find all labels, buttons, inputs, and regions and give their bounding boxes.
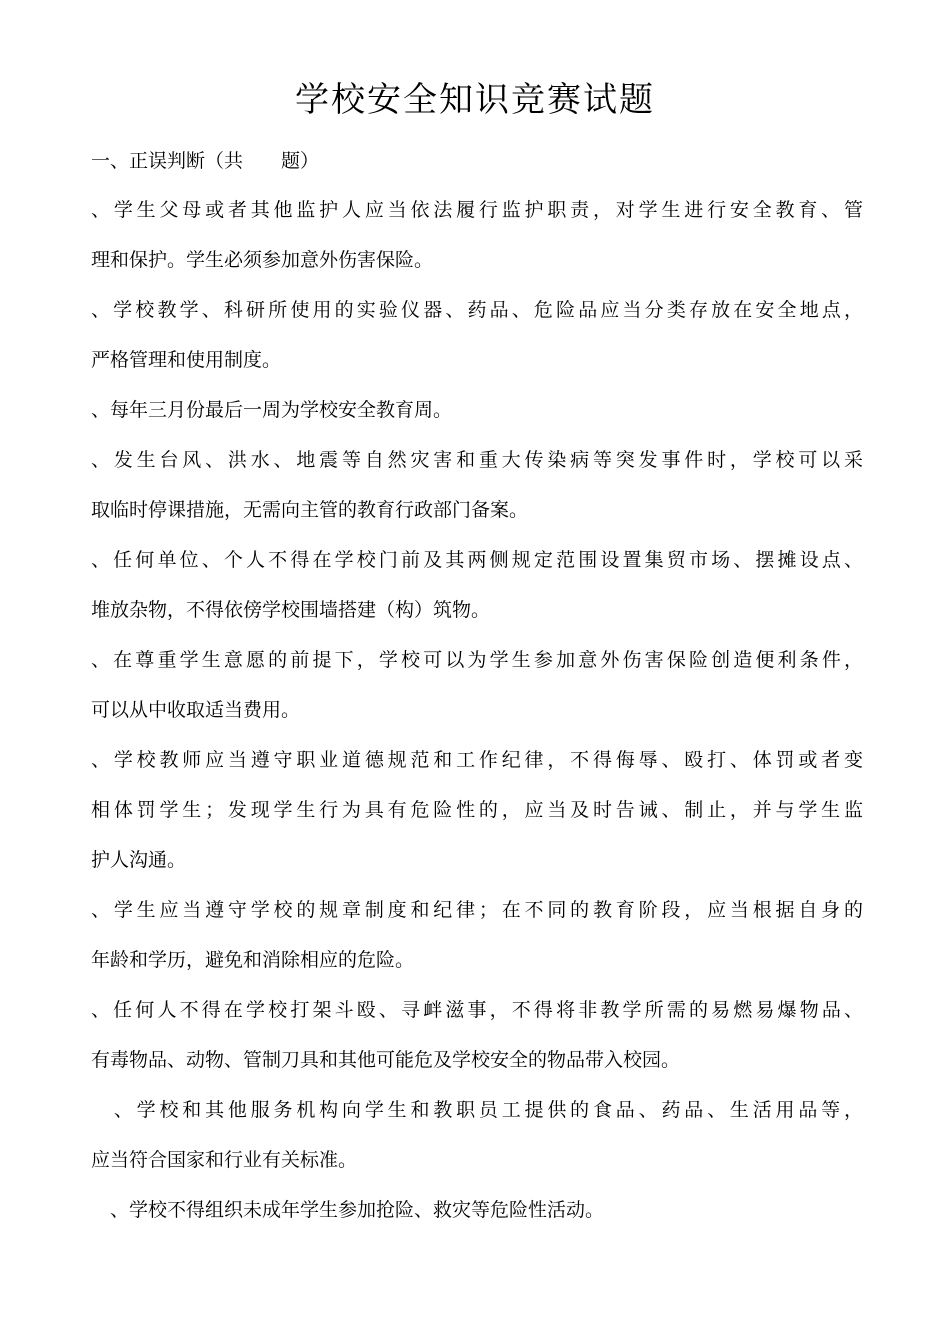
section-heading: 一、正误判断（共 题）	[91, 150, 320, 172]
question-line: 可以从中收取适当费用。	[91, 699, 301, 721]
question-line: 取临时停课措施，无需向主管的教育行政部门备案。	[91, 499, 529, 521]
question-line: 、学生应当遵守学校的规章制度和纪律；在不同的教育阶段，应当根据自身的	[91, 899, 863, 921]
question-item	[91, 1095, 863, 1195]
question-line: 、学校教师应当遵守职业道德规范和工作纪律，不得侮辱、殴打、体罚或者变	[91, 749, 863, 771]
question-item	[91, 895, 863, 995]
question-line: 、每年三月份最后一周为学校安全教育周。	[91, 399, 453, 421]
question-item	[91, 545, 863, 645]
question-item	[91, 745, 863, 895]
question-line: 、发生台风、洪水、地震等自然灾害和重大传染病等突发事件时，学校可以采	[91, 449, 863, 471]
question-item	[91, 1195, 863, 1245]
question-item	[91, 995, 863, 1095]
question-line: 堆放杂物，不得依傍学校围墙搭建（构）筑物。	[91, 599, 491, 621]
question-line: 理和保护。学生必须参加意外伤害保险。	[91, 249, 434, 271]
question-list	[91, 195, 863, 1245]
document-title: 学校安全知识竞赛试题	[295, 80, 655, 120]
question-line: 相体罚学生；发现学生行为具有危险性的，应当及时告诫、制止，并与学生监	[91, 799, 863, 821]
question-item	[91, 645, 863, 745]
question-line: 、学生父母或者其他监护人应当依法履行监护职责，对学生进行安全教育、管	[91, 199, 863, 221]
question-line: 有毒物品、动物、管制刀具和其他可能危及学校安全的物品带入校园。	[91, 1049, 681, 1071]
question-item	[91, 395, 863, 445]
question-line: 、学校不得组织未成年学生参加抢险、救灾等危险性活动。	[91, 1199, 605, 1221]
question-line: 、学校和其他服务机构向学生和教职员工提供的食品、药品、生活用品等，	[91, 1099, 863, 1121]
question-item	[91, 195, 863, 295]
question-line: 应当符合国家和行业有关标准。	[91, 1149, 358, 1171]
question-item	[91, 295, 863, 395]
question-line: 、学校教学、科研所使用的实验仪器、药品、危险品应当分类存放在安全地点，	[91, 299, 863, 321]
question-line: 严格管理和使用制度。	[91, 349, 282, 371]
question-line: 、任何单位、个人不得在学校门前及其两侧规定范围设置集贸市场、摆摊设点、	[91, 549, 863, 571]
question-line: 、任何人不得在学校打架斗殴、寻衅滋事，不得将非教学所需的易燃易爆物品、	[91, 999, 863, 1021]
question-line: 护人沟通。	[91, 849, 187, 871]
question-line: 、在尊重学生意愿的前提下，学校可以为学生参加意外伤害保险创造便利条件，	[91, 649, 863, 671]
question-item	[91, 445, 863, 545]
question-line: 年龄和学历，避免和消除相应的危险。	[91, 949, 415, 971]
